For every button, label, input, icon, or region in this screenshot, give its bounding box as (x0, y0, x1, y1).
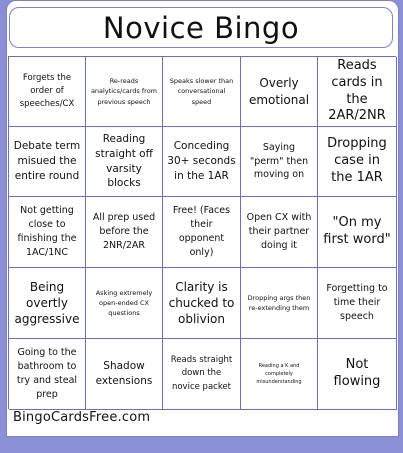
bingo-cell[interactable]: Re-reads analytics/cards from previous speech (86, 57, 163, 127)
bingo-cell[interactable]: Not flowing (318, 339, 397, 410)
bingo-cell[interactable]: "On my first word" (318, 197, 397, 268)
bingo-cell[interactable]: Reading straight off varsity blocks (86, 127, 163, 197)
footer-site-name: BingoCardsFree.com (13, 410, 151, 425)
bingo-cell[interactable]: Shadow extensions (86, 339, 163, 410)
bingo-cell[interactable]: Saying "perm" then moving on (241, 127, 318, 197)
bingo-cell[interactable]: Asking extremely open-ended CX questions (86, 268, 163, 339)
bingo-cell[interactable]: Debate term misued the entire round (9, 127, 86, 197)
bingo-cell[interactable]: All prep used before the 2NR/2AR (86, 197, 163, 268)
bingo-cell[interactable]: Forgets the order of speeches/CX (9, 57, 86, 127)
bingo-cell[interactable]: Reads straight down the novice packet (163, 339, 241, 410)
bingo-cell[interactable]: Forgetting to time their speech (318, 268, 397, 339)
bingo-cell[interactable]: Clarity is chucked to oblivion (163, 268, 241, 339)
bingo-cell[interactable]: Open CX with their partner doing it (241, 197, 318, 268)
bingo-cell[interactable]: Reads cards in the 2AR/2NR (318, 57, 397, 127)
bingo-cell[interactable]: Dropping args then re-extending them (241, 268, 318, 339)
card-title: Novice Bingo (102, 10, 300, 45)
bingo-cell[interactable]: Speaks slower than conversational speed (163, 57, 241, 127)
bingo-cell[interactable]: Conceding 30+ seconds in the 1AR (163, 127, 241, 197)
bingo-grid (8, 56, 396, 409)
bingo-cell[interactable]: Overly emotional (241, 57, 318, 127)
bingo-cell[interactable]: Not getting close to finishing the 1AC/1NC (9, 197, 86, 268)
bingo-cell[interactable]: Being overtly aggressive (9, 268, 86, 339)
bingo-cell[interactable]: Dropping case in the 1AR (318, 127, 397, 197)
title-box (9, 7, 393, 48)
bingo-cell[interactable]: Reading a K and completely misunderstanding (241, 339, 318, 410)
bingo-cell[interactable]: Free! (Faces their opponent only) (163, 197, 241, 268)
bingo-cell[interactable]: Going to the bathroom to try and steal prep (9, 339, 86, 410)
